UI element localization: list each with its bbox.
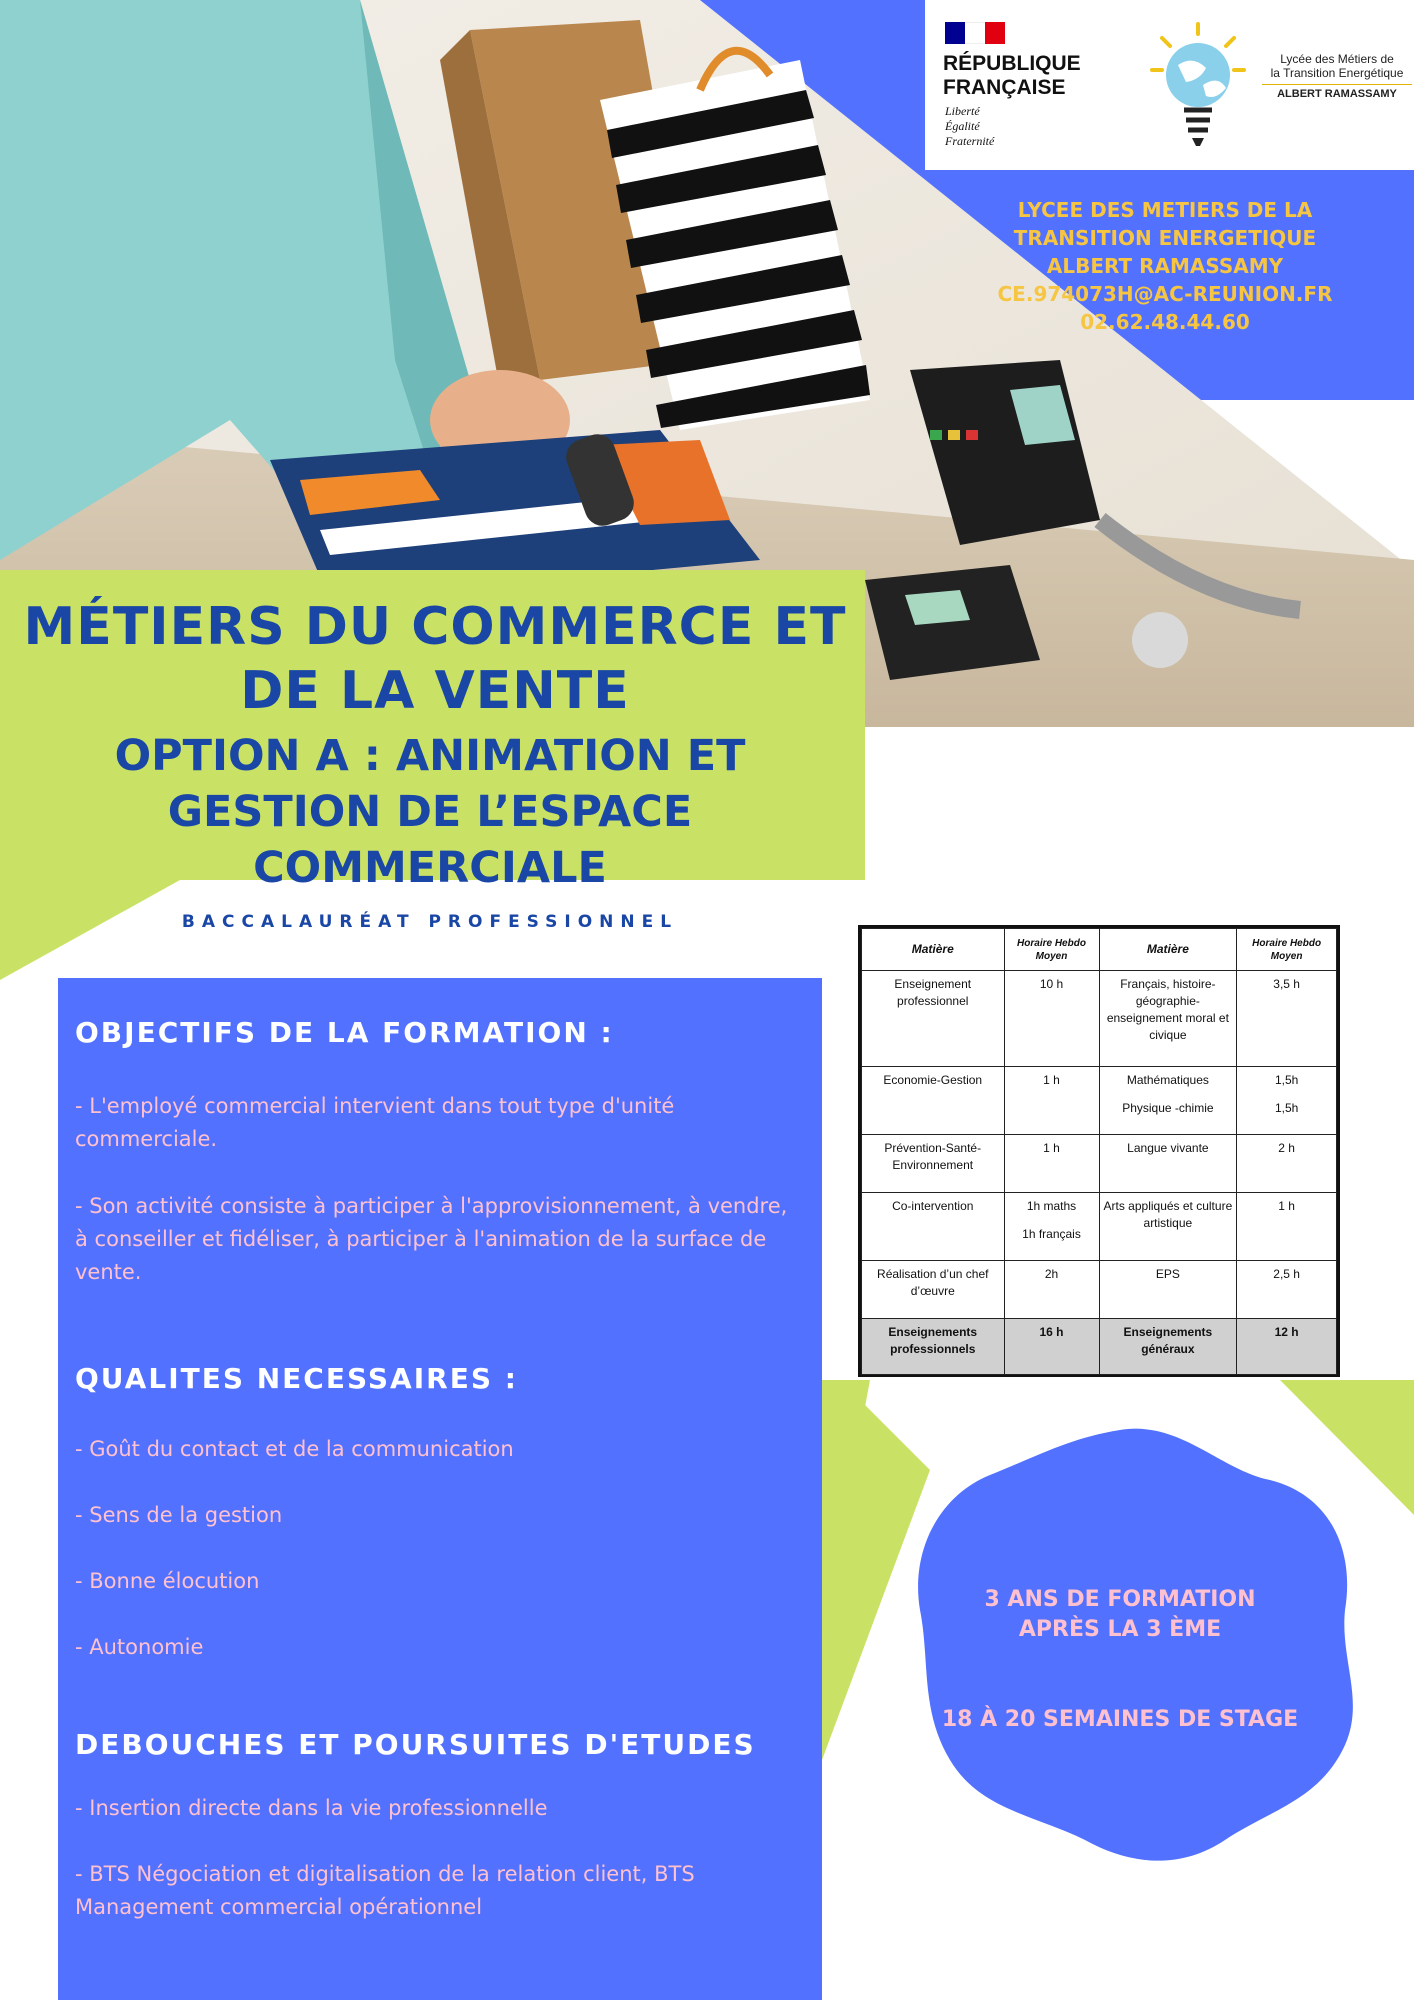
qualites-item: - Goût du contact et de la communication xyxy=(75,1437,514,1461)
table-cell xyxy=(1237,1067,1337,1135)
objectifs-paragraph-2: - Son activité consiste à participer à l'approvisionnement, à vendre, à conseiller et fidéliser, à participer à l'animation de la surface de vente. xyxy=(75,1194,788,1284)
table-cell: 16 h xyxy=(1004,1319,1099,1375)
option-title-line2: GESTION DE L’ESPACE xyxy=(167,787,693,837)
table-cell-line: Mathématiques xyxy=(1126,1073,1209,1087)
qualites-heading: QUALITES NECESSAIRES : xyxy=(75,1362,518,1395)
table-row xyxy=(862,971,1337,1067)
badge-line1: 3 ANS DE FORMATION xyxy=(984,1587,1256,1612)
table-cell-line: 1,5h xyxy=(1274,1073,1299,1087)
timetable xyxy=(858,925,1340,1377)
republique-francaise-name: RÉPUBLIQUE FRANÇAISE xyxy=(943,52,1081,99)
table-cell: Français, histoire-géographie-enseignement moral et civique xyxy=(1099,971,1237,1067)
objectifs-heading: OBJECTIFS DE LA FORMATION : xyxy=(75,1016,614,1049)
option-title xyxy=(60,728,800,896)
diploma-level: BACCALAURÉAT PROFESSIONNEL xyxy=(181,912,679,932)
contact-email[interactable]: CE.974073H@AC-REUNION.FR xyxy=(997,282,1333,306)
table-cell-line: 1h français xyxy=(1022,1227,1081,1241)
qualites-item: - Autonomie xyxy=(75,1635,204,1659)
badge-duration xyxy=(900,1585,1340,1645)
table-header: Matière xyxy=(1099,929,1237,971)
debouches-heading: DEBOUCHES ET POURSUITES D'ETUDES xyxy=(75,1728,756,1761)
table-cell: 2h xyxy=(1004,1261,1099,1319)
table-cell: EPS xyxy=(1099,1261,1237,1319)
table-cell: 1 h xyxy=(1237,1193,1337,1261)
table-cell: 10 h xyxy=(1004,971,1099,1067)
table-cell: 1 h xyxy=(1004,1135,1099,1193)
table-cell: 2 h xyxy=(1237,1135,1337,1193)
option-title-line3: COMMERCIALE xyxy=(253,843,607,893)
table-total-row xyxy=(862,1319,1337,1375)
table-cell-line: 1,5h xyxy=(1274,1101,1299,1115)
lycee-logo-text xyxy=(1262,52,1412,101)
table-cell: Enseignement professionnel xyxy=(862,971,1005,1067)
main-title xyxy=(0,595,870,723)
table-cell: 2,5 h xyxy=(1237,1261,1337,1319)
lycee-logo-name: ALBERT RAMASSAMY xyxy=(1262,84,1412,101)
table-row xyxy=(862,1193,1337,1261)
contact-block xyxy=(975,196,1355,336)
debouches-item: - Insertion directe dans la vie professionnelle xyxy=(75,1796,548,1820)
table-cell: 12 h xyxy=(1237,1319,1337,1375)
table-row xyxy=(862,1261,1337,1319)
lycee-logo-line1: Lycée des Métiers de xyxy=(1280,52,1394,66)
timetable-table xyxy=(861,928,1337,1375)
marianne-flag-icon xyxy=(945,22,1005,44)
contact-line2: TRANSITION ENERGETIQUE xyxy=(1013,226,1317,250)
table-cell: Co-intervention xyxy=(862,1193,1005,1261)
table-cell: Enseignements professionnels xyxy=(862,1319,1005,1375)
table-cell: 3,5 h xyxy=(1237,971,1337,1067)
badge-line2: APRÈS LA 3 ÈME xyxy=(1018,1617,1222,1642)
table-cell: Réalisation d’un chef d’œuvre xyxy=(862,1261,1005,1319)
table-cell: 1 h xyxy=(1004,1067,1099,1135)
lycee-logo-line2: la Transition Energétique xyxy=(1270,66,1404,80)
qualites-item: - Bonne élocution xyxy=(75,1569,260,1593)
main-title-line2: DE LA VENTE xyxy=(240,661,630,721)
table-cell xyxy=(1099,1067,1237,1135)
lightbulb-globe-logo-icon xyxy=(1148,20,1248,150)
table-header-row xyxy=(862,929,1337,971)
contact-line3: ALBERT RAMASSAMY xyxy=(1046,254,1284,278)
table-cell: Enseignements généraux xyxy=(1099,1319,1237,1375)
table-cell: Economie-Gestion xyxy=(862,1067,1005,1135)
option-title-line1: OPTION A : ANIMATION ET xyxy=(114,731,746,781)
table-cell-line: 1h maths xyxy=(1026,1199,1077,1213)
table-cell: Arts appliqués et culture artistique xyxy=(1099,1193,1237,1261)
table-row xyxy=(862,1067,1337,1135)
contact-phone[interactable]: 02.62.48.44.60 xyxy=(1080,310,1250,334)
table-header: Matière xyxy=(862,929,1005,971)
table-row xyxy=(862,1135,1337,1193)
republique-motto: Liberté Égalité Fraternité xyxy=(945,104,995,148)
objectifs-paragraph-1: - L'employé commercial intervient dans tout type d'unité commerciale. xyxy=(75,1094,675,1151)
table-cell xyxy=(1004,1193,1099,1261)
table-header: Horaire Hebdo Moyen xyxy=(1237,929,1337,971)
table-cell: Langue vivante xyxy=(1099,1135,1237,1193)
qualites-item: - Sens de la gestion xyxy=(75,1503,283,1527)
table-header: Horaire Hebdo Moyen xyxy=(1004,929,1099,971)
debouches-item: - BTS Négociation et digitalisation de la relation client, BTS Management commercial opérationnel xyxy=(75,1862,695,1919)
badge-internship: 18 À 20 SEMAINES DE STAGE xyxy=(941,1707,1299,1732)
table-cell-line: Physique -chimie xyxy=(1122,1101,1214,1115)
main-title-line1: MÉTIERS DU COMMERCE ET xyxy=(23,597,847,657)
table-cell: Prévention-Santé-Environnement xyxy=(862,1135,1005,1193)
contact-line1: LYCEE DES METIERS DE LA xyxy=(1017,198,1313,222)
